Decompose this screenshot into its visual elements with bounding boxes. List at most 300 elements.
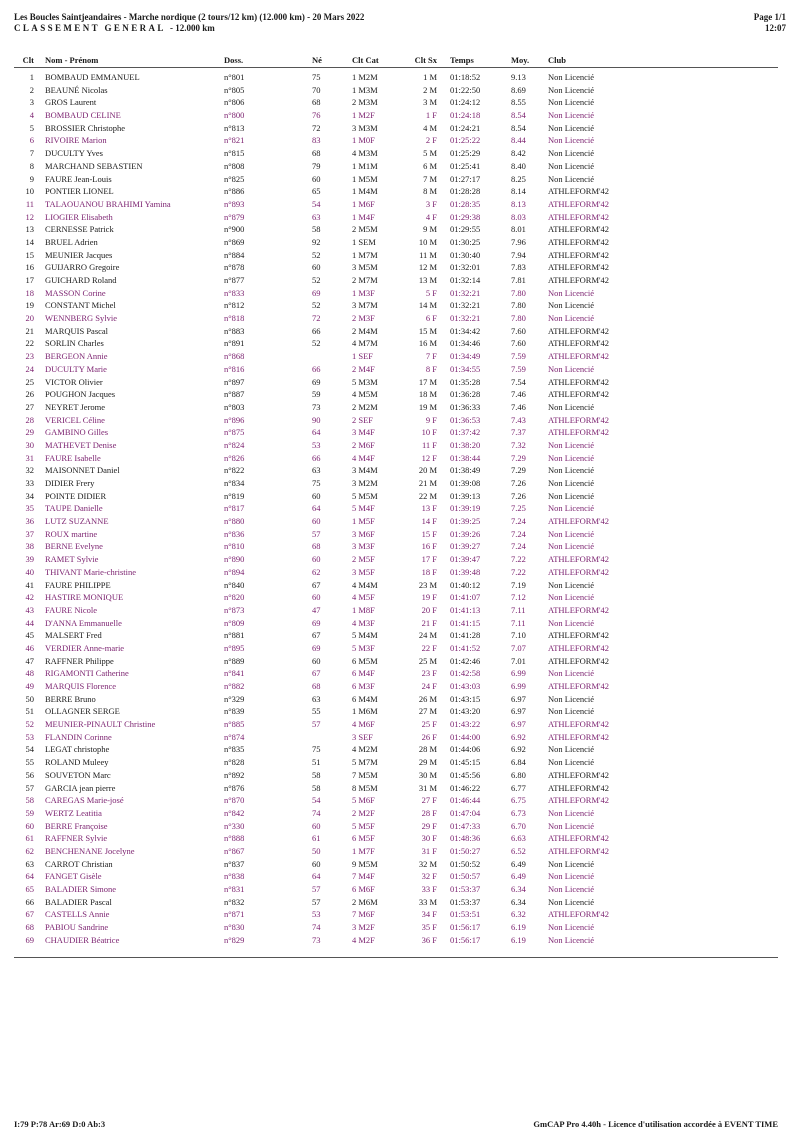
- cell-doss: n°832: [224, 896, 245, 907]
- cell-moy: 7.24: [511, 541, 526, 552]
- footer-stats: I:79 P:78 Ar:69 D:0 Ab:3: [14, 1119, 106, 1129]
- table-header: [0, 54, 800, 66]
- cell-sx: 4 F: [425, 211, 437, 222]
- cell-nom: POUGHON Jacques: [45, 389, 116, 400]
- cell-clt: 4: [29, 110, 34, 121]
- cell-club: ATHLEFORM'42: [548, 566, 610, 577]
- cell-moy: 9.13: [511, 72, 526, 82]
- cell-moy: 7.59: [511, 351, 526, 362]
- cell-nom: FAURE Jean-Louis: [45, 173, 112, 184]
- cell-moy: 7.25: [511, 503, 526, 514]
- cell-doss: n°868: [224, 351, 245, 362]
- cell-sx: 15 F: [421, 528, 437, 539]
- table-row: [0, 376, 800, 389]
- cell-moy: 7.29: [511, 465, 526, 476]
- cell-temps: 01:25:41: [450, 160, 481, 171]
- cell-club: Non Licencié: [548, 541, 595, 552]
- cell-cat: 4 M5M: [352, 389, 378, 400]
- cell-moy: 7.26: [511, 478, 526, 488]
- table-row: [0, 477, 800, 490]
- cell-temps: 01:18:52: [450, 72, 481, 82]
- cell-ne: 63: [312, 211, 321, 222]
- cell-temps: 01:39:08: [450, 478, 481, 488]
- cell-sx: 17 F: [421, 554, 437, 565]
- cell-moy: 7.80: [511, 287, 526, 298]
- cell-cat: 6 M6F: [352, 884, 375, 894]
- cell-doss: n°836: [224, 528, 245, 539]
- table-row: [0, 312, 800, 325]
- cell-nom: BALADIER Pascal: [45, 896, 112, 907]
- cell-ne: 68: [312, 97, 321, 108]
- cell-club: Non Licencié: [548, 744, 595, 755]
- cell-doss: n°894: [224, 566, 245, 577]
- cell-temps: 01:39:48: [450, 566, 481, 577]
- cell-moy: 6.97: [511, 706, 526, 717]
- cell-club: ATHLEFORM'42: [548, 389, 610, 400]
- cell-doss: n°897: [224, 376, 245, 387]
- cell-cat: 2 M6F: [352, 439, 375, 450]
- cell-temps: 01:56:17: [450, 934, 481, 945]
- cell-doss: n°878: [224, 262, 245, 273]
- cell-sx: 25 F: [421, 719, 437, 730]
- cell-ne: 54: [312, 795, 321, 806]
- cell-cat: 3 M4F: [352, 427, 375, 438]
- cell-nom: MARQUIS Pascal: [45, 325, 109, 336]
- cell-cat: 1 M8F: [352, 604, 375, 615]
- cell-club: ATHLEFORM'42: [548, 351, 610, 362]
- cell-club: ATHLEFORM'42: [548, 630, 610, 641]
- cell-nom: D'ANNA Emmanuelle: [45, 617, 122, 628]
- cell-moy: 7.22: [511, 554, 526, 565]
- cell-doss: n°876: [224, 782, 245, 793]
- cell-clt: 8: [29, 160, 34, 171]
- col-temps: Temps: [450, 55, 474, 65]
- cell-nom: BERRE Bruno: [45, 693, 96, 704]
- cell-sx: 22 M: [418, 490, 437, 501]
- cell-doss: n°826: [224, 452, 245, 463]
- cell-moy: 7.24: [511, 516, 526, 527]
- cell-temps: 01:37:42: [450, 427, 481, 438]
- cell-ne: 50: [312, 845, 321, 856]
- cell-sx: 29 F: [421, 820, 437, 831]
- cell-moy: 6.92: [511, 744, 526, 755]
- cell-club: Non Licencié: [548, 300, 595, 311]
- cell-moy: 6.19: [511, 934, 526, 945]
- cell-clt: 54: [25, 744, 34, 755]
- cell-temps: 01:28:35: [450, 198, 481, 209]
- cell-clt: 65: [25, 884, 34, 894]
- cell-clt: 44: [25, 617, 34, 628]
- cell-ne: 67: [312, 630, 321, 641]
- cell-ne: 52: [312, 275, 321, 285]
- cell-club: Non Licencié: [548, 401, 595, 412]
- event-title: Les Boucles Saintjeandaires - Marche nordique (2 tours/12 km) (12.000 km) - 20 Mars 2022: [14, 12, 365, 22]
- cell-cat: 1 M6F: [352, 198, 375, 209]
- cell-cat: 3 M3F: [352, 541, 375, 552]
- cell-nom: GROS Laurent: [45, 97, 97, 108]
- cell-cat: 8 M5M: [352, 782, 378, 793]
- cell-club: ATHLEFORM'42: [548, 833, 610, 844]
- table-row: [0, 249, 800, 262]
- cell-moy: 7.43: [511, 414, 526, 425]
- cell-moy: 6.34: [511, 884, 526, 894]
- cell-cat: 3 M7M: [352, 300, 378, 311]
- cell-nom: BROSSIER Christophe: [45, 122, 126, 133]
- cell-sx: 11 M: [419, 249, 437, 260]
- cell-clt: 6: [29, 135, 34, 146]
- cell-club: Non Licencié: [548, 706, 595, 717]
- cell-temps: 01:46:44: [450, 795, 481, 806]
- cell-cat: 3 M2M: [352, 478, 378, 488]
- table-row: [0, 236, 800, 249]
- cell-sx: 18 F: [421, 566, 437, 577]
- cell-cat: 6 M4F: [352, 668, 375, 679]
- cell-cat: 2 M3M: [352, 97, 378, 108]
- cell-sx: 14 F: [421, 516, 437, 527]
- table-row: [0, 464, 800, 477]
- cell-clt: 29: [25, 427, 34, 438]
- cell-nom: FLANDIN Corinne: [45, 731, 112, 742]
- cell-doss: n°808: [224, 160, 245, 171]
- cell-clt: 23: [25, 351, 34, 362]
- cell-cat: 2 M3F: [352, 313, 375, 324]
- cell-ne: 92: [312, 236, 321, 247]
- cell-sx: 8 M: [423, 186, 437, 197]
- cell-club: Non Licencié: [548, 363, 595, 374]
- cell-nom: BOMBAUD CELINE: [45, 110, 121, 121]
- cell-temps: 01:53:37: [450, 884, 481, 894]
- cell-cat: 9 M5M: [352, 858, 378, 869]
- cell-doss: n°815: [224, 148, 245, 159]
- cell-sx: 31 M: [418, 782, 437, 793]
- cell-clt: 3: [29, 97, 34, 108]
- cell-doss: n°803: [224, 401, 245, 412]
- cell-temps: 01:41:07: [450, 592, 481, 603]
- cell-clt: 28: [25, 414, 34, 425]
- cell-ne: 68: [312, 541, 321, 552]
- table-row: [0, 71, 800, 84]
- table-row: [0, 617, 800, 630]
- table-row: [0, 198, 800, 211]
- cell-ne: 57: [312, 528, 321, 539]
- cell-sx: 8 F: [425, 363, 437, 374]
- cell-clt: 53: [25, 731, 34, 742]
- table-row: [0, 223, 800, 236]
- cell-doss: n°801: [224, 72, 245, 82]
- cell-nom: OLLAGNER SERGE: [45, 706, 120, 717]
- cell-ne: 67: [312, 668, 321, 679]
- cell-clt: 61: [25, 833, 34, 844]
- cell-nom: FAURE Nicole: [45, 604, 98, 615]
- cell-ne: 57: [312, 884, 321, 894]
- cell-nom: VERDIER Anne-marie: [45, 642, 125, 653]
- cell-moy: 6.19: [511, 922, 526, 933]
- cell-moy: 8.54: [511, 110, 526, 121]
- cell-moy: 7.80: [511, 300, 526, 311]
- cell-doss: n°896: [224, 414, 245, 425]
- col-sx: Clt Sx: [414, 55, 437, 65]
- cell-cat: 4 M7M: [352, 338, 378, 349]
- cell-nom: LIOGIER Elisabeth: [45, 211, 113, 222]
- cell-temps: 01:39:26: [450, 528, 481, 539]
- cell-temps: 01:42:58: [450, 668, 481, 679]
- cell-temps: 01:42:46: [450, 655, 481, 666]
- cell-doss: n°879: [224, 211, 245, 222]
- cell-club: Non Licencié: [548, 922, 595, 933]
- cell-cat: 5 M5F: [352, 820, 375, 831]
- table-row: [0, 642, 800, 655]
- cell-sx: 33 M: [418, 896, 437, 907]
- cell-moy: 8.55: [511, 97, 526, 108]
- cell-temps: 01:41:13: [450, 604, 481, 615]
- cell-sx: 13 M: [418, 275, 437, 285]
- cell-doss: n°830: [224, 922, 245, 933]
- cell-nom: RIVOIRE Marion: [45, 135, 107, 146]
- cell-doss: n°818: [224, 313, 245, 324]
- table-row: [0, 820, 800, 833]
- cell-clt: 41: [25, 579, 34, 590]
- cell-nom: TAUPE Danielle: [45, 503, 103, 514]
- cell-cat: 1 M2M: [352, 72, 378, 82]
- cell-doss: n°893: [224, 198, 245, 209]
- col-ne: Né: [312, 55, 322, 65]
- cell-club: ATHLEFORM'42: [548, 338, 610, 349]
- cell-ne: 59: [312, 389, 321, 400]
- cell-clt: 12: [25, 211, 34, 222]
- cell-club: Non Licencié: [548, 122, 595, 133]
- cell-nom: SORLIN Charles: [45, 338, 104, 349]
- table-row: [0, 693, 800, 706]
- cell-temps: 01:44:06: [450, 744, 481, 755]
- cell-sx: 28 M: [418, 744, 437, 755]
- cell-temps: 01:29:38: [450, 211, 481, 222]
- cell-temps: 01:32:21: [450, 300, 481, 311]
- cell-temps: 01:41:28: [450, 630, 481, 641]
- cell-moy: 8.44: [511, 135, 526, 146]
- cell-ne: 62: [312, 566, 321, 577]
- cell-doss: n°829: [224, 934, 245, 945]
- table-row: [0, 147, 800, 160]
- cell-club: Non Licencié: [548, 160, 595, 171]
- table-row: [0, 908, 800, 921]
- cell-cat: 4 M3F: [352, 617, 375, 628]
- cell-club: Non Licencié: [548, 528, 595, 539]
- cell-club: Non Licencié: [548, 84, 595, 95]
- cell-doss: n°828: [224, 757, 245, 768]
- cell-sx: 6 F: [425, 313, 437, 324]
- cell-nom: WENNBERG Sylvie: [45, 313, 118, 324]
- cell-temps: 01:45:56: [450, 769, 481, 780]
- cell-doss: n°842: [224, 807, 245, 818]
- cell-ne: 60: [312, 262, 321, 273]
- cell-sx: 21 F: [421, 617, 437, 628]
- cell-doss: n°817: [224, 503, 245, 514]
- cell-club: Non Licencié: [548, 693, 595, 704]
- cell-temps: 01:56:17: [450, 922, 481, 933]
- cell-ne: 58: [312, 782, 321, 793]
- cell-moy: 7.46: [511, 389, 526, 400]
- cell-club: Non Licencié: [548, 668, 595, 679]
- cell-clt: 45: [25, 630, 34, 641]
- cell-clt: 55: [25, 757, 34, 768]
- cell-doss: n°831: [224, 884, 245, 894]
- cell-nom: CERNESSE Patrick: [45, 224, 114, 235]
- cell-clt: 32: [25, 465, 34, 476]
- cell-cat: 5 M6F: [352, 795, 375, 806]
- cell-clt: 15: [25, 249, 34, 260]
- table-row: [0, 84, 800, 97]
- cell-temps: 01:22:50: [450, 84, 481, 95]
- cell-clt: 49: [25, 681, 34, 691]
- table-row: [0, 832, 800, 845]
- cell-doss: n°891: [224, 338, 245, 349]
- table-row: [0, 96, 800, 109]
- cell-club: Non Licencié: [548, 173, 595, 184]
- cell-club: Non Licencié: [548, 503, 595, 514]
- cell-temps: 01:24:21: [450, 122, 481, 133]
- cell-nom: FAURE Isabelle: [45, 452, 101, 463]
- cell-temps: 01:38:49: [450, 465, 481, 476]
- table-row: [0, 934, 800, 947]
- cell-moy: 6.92: [511, 731, 526, 742]
- cell-ne: 65: [312, 186, 321, 197]
- cell-temps: 01:45:15: [450, 757, 481, 768]
- cell-ne: 79: [312, 160, 321, 171]
- cell-doss: n°819: [224, 490, 245, 501]
- cell-temps: 01:50:52: [450, 858, 481, 869]
- cell-doss: n°806: [224, 97, 245, 108]
- cell-nom: CONSTANT Michel: [45, 300, 116, 311]
- cell-sx: 9 F: [425, 414, 437, 425]
- cell-club: Non Licencié: [548, 465, 595, 476]
- cell-nom: CAREGAS Marie-josé: [45, 795, 124, 806]
- distance-label: - 12.000 km: [169, 23, 215, 33]
- cell-nom: MARQUIS Florence: [45, 681, 117, 691]
- cell-sx: 30 F: [421, 833, 437, 844]
- cell-moy: 6.80: [511, 769, 526, 780]
- cell-clt: 7: [29, 148, 34, 159]
- cell-clt: 27: [25, 401, 34, 412]
- cell-ne: 61: [312, 833, 321, 844]
- cell-moy: 7.12: [511, 592, 526, 603]
- cell-club: ATHLEFORM'42: [548, 186, 610, 197]
- cell-moy: 7.81: [511, 275, 526, 285]
- cell-cat: 1 SEF: [352, 351, 374, 362]
- cell-cat: 1 M7F: [352, 845, 375, 856]
- cell-club: Non Licencié: [548, 757, 595, 768]
- cell-doss: n°900: [224, 224, 245, 235]
- table-row: [0, 629, 800, 642]
- col-clt: Clt: [22, 55, 34, 65]
- cell-sx: 4 M: [423, 122, 437, 133]
- cell-nom: GARCIA jean pierre: [45, 782, 116, 793]
- cell-club: Non Licencié: [548, 490, 595, 501]
- cell-cat: 5 M7M: [352, 757, 378, 768]
- cell-clt: 5: [29, 122, 34, 133]
- cell-doss: n°825: [224, 173, 245, 184]
- cell-club: Non Licencié: [548, 820, 595, 831]
- cell-clt: 36: [25, 516, 34, 527]
- cell-club: ATHLEFORM'42: [548, 655, 610, 666]
- cell-clt: 64: [25, 871, 34, 882]
- cell-sx: 27 F: [421, 795, 437, 806]
- cell-clt: 1: [29, 72, 34, 82]
- cell-sx: 20 F: [421, 604, 437, 615]
- cell-clt: 51: [25, 706, 34, 717]
- cell-moy: 7.24: [511, 528, 526, 539]
- cell-cat: 1 M0F: [352, 135, 375, 146]
- cell-cat: 5 M3F: [352, 642, 375, 653]
- cell-sx: 35 F: [421, 922, 437, 933]
- cell-clt: 62: [25, 845, 34, 856]
- cell-clt: 18: [25, 287, 34, 298]
- cell-doss: n°810: [224, 541, 245, 552]
- cell-ne: 69: [312, 376, 321, 387]
- cell-club: ATHLEFORM'42: [548, 554, 610, 565]
- document-header: [14, 12, 364, 34]
- cell-sx: 26 M: [418, 693, 437, 704]
- table-row: [0, 185, 800, 198]
- cell-club: ATHLEFORM'42: [548, 604, 610, 615]
- cell-sx: 20 M: [418, 465, 437, 476]
- cell-cat: 7 M5M: [352, 769, 378, 780]
- cell-ne: 63: [312, 465, 321, 476]
- cell-moy: 7.80: [511, 313, 526, 324]
- cell-temps: 01:40:12: [450, 579, 481, 590]
- table-row: [0, 896, 800, 909]
- cell-sx: 12 F: [421, 452, 437, 463]
- cell-moy: 7.19: [511, 579, 526, 590]
- cell-cat: 5 M3M: [352, 376, 378, 387]
- cell-sx: 13 F: [421, 503, 437, 514]
- cell-club: ATHLEFORM'42: [548, 642, 610, 653]
- cell-ne: 52: [312, 300, 321, 311]
- cell-doss: n°869: [224, 236, 245, 247]
- cell-moy: 7.26: [511, 490, 526, 501]
- table-row: [0, 731, 800, 744]
- cell-club: ATHLEFORM'42: [548, 236, 610, 247]
- cell-temps: 01:34:46: [450, 338, 481, 349]
- cell-moy: 7.54: [511, 376, 526, 387]
- cell-clt: 52: [25, 719, 34, 730]
- cell-temps: 01:34:42: [450, 325, 481, 336]
- cell-nom: MARCHAND SEBASTIEN: [45, 160, 143, 171]
- cell-doss: n°813: [224, 122, 245, 133]
- cell-cat: 5 M5M: [352, 490, 378, 501]
- cell-temps: 01:24:12: [450, 97, 481, 108]
- cell-ne: 69: [312, 617, 321, 628]
- cell-cat: 4 M4M: [352, 579, 378, 590]
- cell-cat: 1 SEM: [352, 236, 376, 247]
- classement-subtitle: [14, 23, 364, 34]
- cell-sx: 2 M: [423, 84, 437, 95]
- cell-sx: 10 F: [421, 427, 437, 438]
- cell-ne: 75: [312, 744, 321, 755]
- cell-sx: 19 F: [421, 592, 437, 603]
- table-row: [0, 769, 800, 782]
- table-row: [0, 743, 800, 756]
- cell-clt: 10: [25, 186, 34, 197]
- cell-doss: n°895: [224, 642, 245, 653]
- cell-ne: 60: [312, 173, 321, 184]
- cell-moy: 6.52: [511, 845, 526, 856]
- cell-clt: 39: [25, 554, 34, 565]
- cell-clt: 25: [25, 376, 34, 387]
- cell-doss: n°890: [224, 554, 245, 565]
- cell-temps: 01:30:25: [450, 236, 481, 247]
- cell-club: Non Licencié: [548, 617, 595, 628]
- cell-ne: 55: [312, 706, 321, 717]
